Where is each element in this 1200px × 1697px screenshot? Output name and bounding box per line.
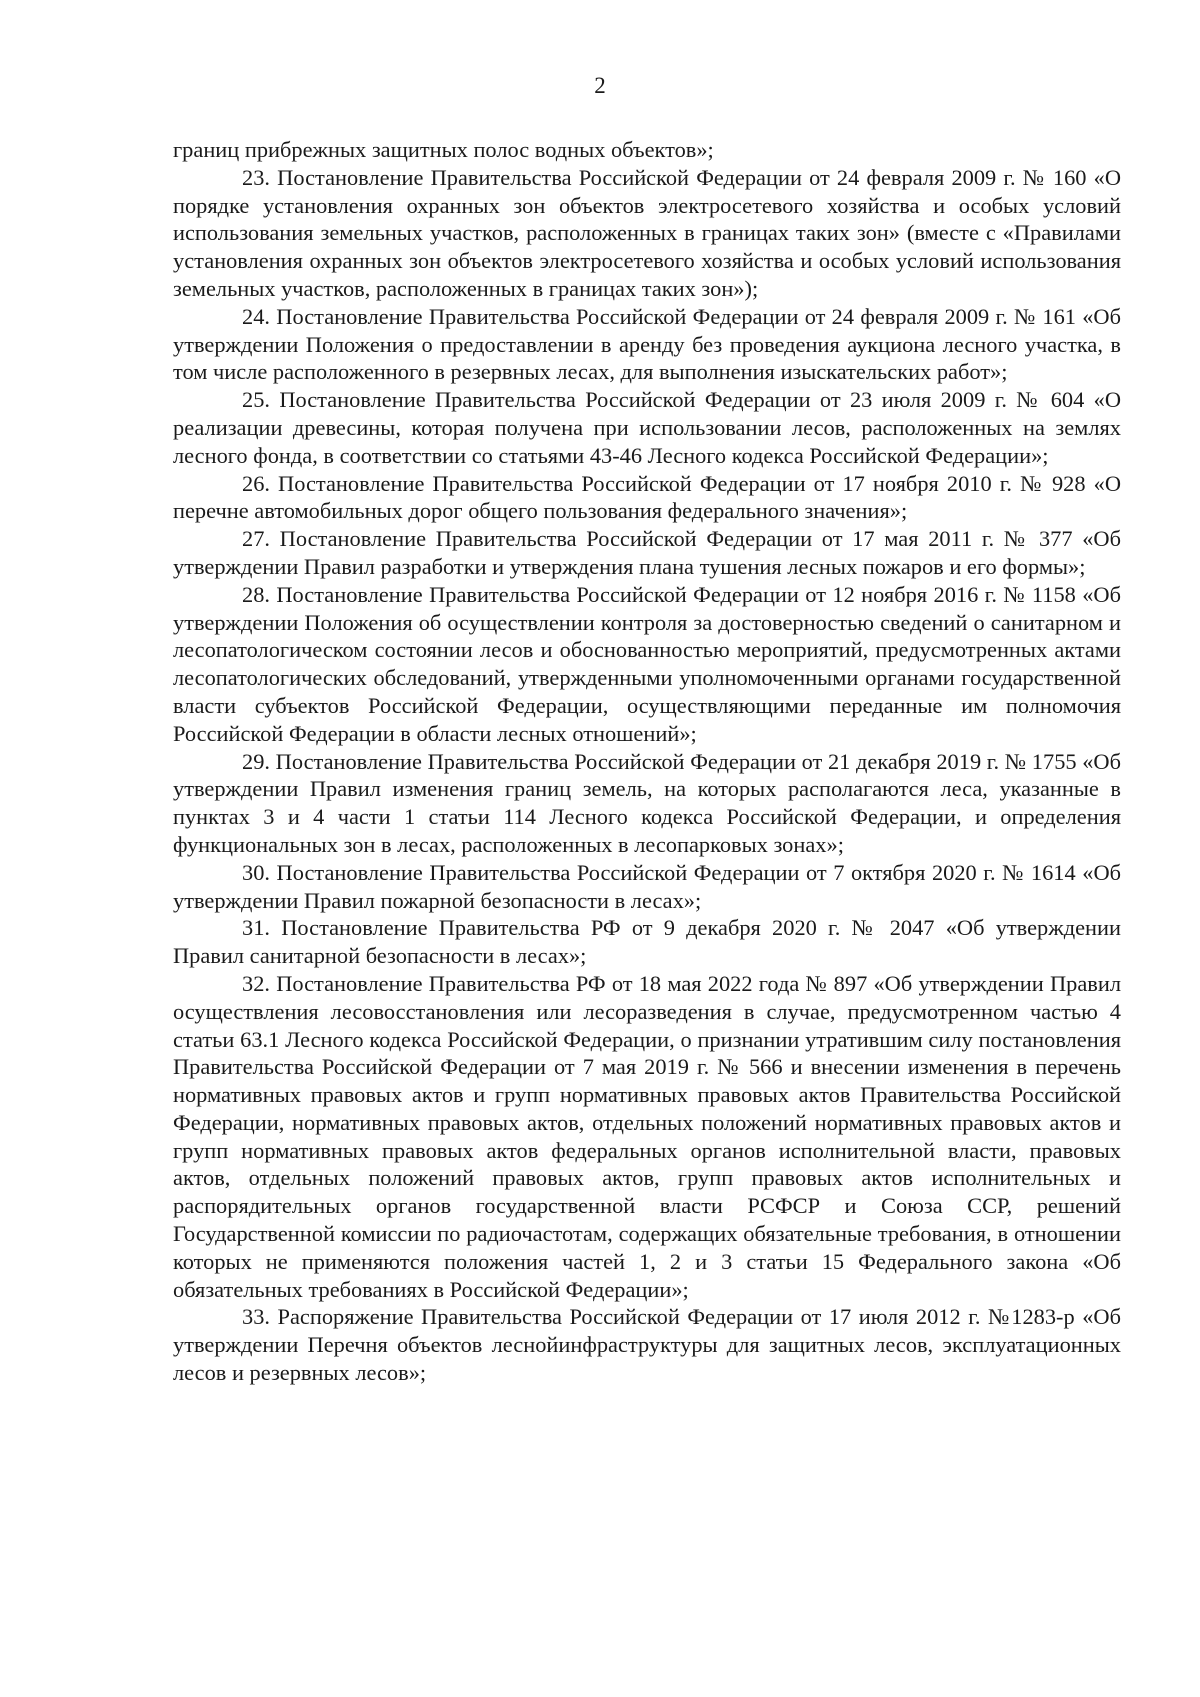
list-item-27: 27. Постановление Правительства Российской Федерации от 17 мая 2011 г. № 377 «Об утверждении Правил разработки и утверждения плана тушения лесных пожаров и его формы»;	[173, 526, 1121, 579]
page-number: 2	[594, 73, 606, 98]
document-body	[173, 136, 1121, 1387]
list-item-31: 31. Постановление Правительства РФ от 9 декабря 2020 г. № 2047 «Об утверждении Правил санитарной безопасности в лесах»;	[173, 915, 1121, 969]
list-item-30: 30. Постановление Правительства Российской Федерации от 7 октября 2020 г. № 1614 «Об утверждении Правил пожарной безопасности в лесах»;	[173, 859, 1121, 913]
list-item-33: 33. Распоряжение Правительства Российской Федерации от 17 июля 2012 г. №1283-р «Об утверждении Перечня объектов леснойинфраструктуры для защитных лесов, эксплуатационных лесов и резервных лесов»;	[173, 1304, 1121, 1386]
list-item-32: 32. Постановление Правительства РФ от 18 мая 2022 года № 897 «Об утверждении Правил осуществления лесовосстановления или лесоразведения в случае, предусмотренном частью 4 статьи 63.1 Лесного кодекса Российской Федерации, о признании утратившим силу постановления Правительства Российской Федерации от 7 мая 2019 г. № 566 и внесении изменения в перечень нормативных правовых актов и групп нормативных правовых актов Правительства Российской Федерации, нормативных правовых актов, отдельных положений нормативных правовых актов и групп нормативных правовых актов федеральных органов исполнительной власти, правовых актов, отдельных положений правовых актов, групп правовых актов исполнительных и распорядительных органов государственной власти РСФСР и Союза ССР, решений Государственной комиссии по радиочастотам, содержащих обязательные требования, в отношении которых не применяются положения частей 1, 2 и 3 статьи 15 Федерального закона «Об обязательных требованиях в Российской Федерации»;	[173, 970, 1121, 1302]
list-item-29: 29. Постановление Правительства Российской Федерации от 21 декабря 2019 г. № 1755 «Об утверждении Правил изменения границ земель, на которых располагаются леса, указанные в пунктах 3 и 4 части 1 статьи 114 Лесного кодекса Российской Федерации, и определения функциональных зон в лесах, расположенных в лесопарковых зонах»;	[173, 748, 1121, 857]
list-item-25: 25. Постановление Правительства Российской Федерации от 23 июля 2009 г. № 604 «О реализации древесины, которая получена при использовании лесов, расположенных на землях лесного фонда, в соответствии со статьями 43-46 Лесного кодекса Российской Федерации»;	[173, 387, 1121, 468]
list-item-28: 28. Постановление Правительства Российской Федерации от 12 ноября 2016 г. № 1158 «Об утверждении Положения об осуществлении контроля за достоверностью сведений о санитарном и лесопатологическом состоянии лесов и обоснованностью мероприятий, предусмотренных актами лесопатологических обследований, утвержденными уполномоченными органами государственной власти субъектов Российской Федерации, осуществляющими переданные им полномочия Российской Федерации в области лесных отношений»;	[173, 581, 1121, 746]
list-item-24: 24. Постановление Правительства Российской Федерации от 24 февраля 2009 г. № 161 «Об утверждении Положения о предоставлении в аренду без проведения аукциона лесного участка, в том числе расположенного в резервных лесах, для выполнения изыскательских работ»;	[173, 303, 1121, 385]
continuation-paragraph: границ прибрежных защитных полос водных объектов»;	[173, 137, 714, 162]
list-item-26: 26. Постановление Правительства Российской Федерации от 17 ноября 2010 г. № 928 «О перечне автомобильных дорог общего пользования федерального значения»;	[173, 470, 1121, 524]
list-item-23: 23. Постановление Правительства Российской Федерации от 24 февраля 2009 г. № 160 «О порядке установления охранных зон объектов электросетевого хозяйства и особых условий использования земельных участков, расположенных в границах таких зон» (вместе с «Правилами установления охранных зон объектов электросетевого хозяйства и особых условий использования земельных участков, расположенных в границах таких зон»);	[173, 164, 1121, 301]
